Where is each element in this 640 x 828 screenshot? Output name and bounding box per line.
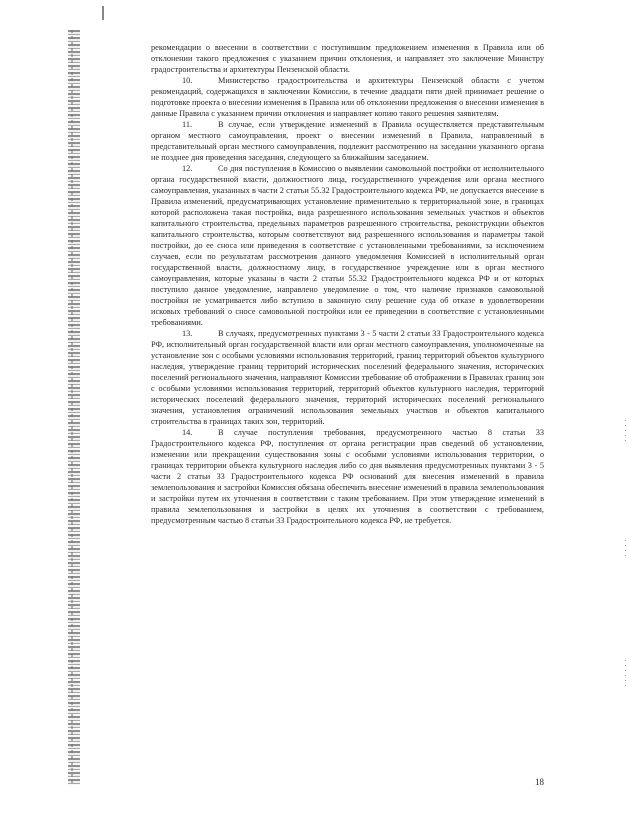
clause-number: 13. <box>182 329 193 338</box>
clause-number: 12. <box>182 164 193 173</box>
page-number: 18 <box>535 777 544 787</box>
clause-12 <box>151 163 544 328</box>
scan-speckle <box>625 540 626 558</box>
scan-edge-mark <box>102 6 104 20</box>
scan-speckle <box>625 660 626 690</box>
clause-text: В случаях, предусмотренных пунктами 3 - 5 части 2 статьи 33 Градостроительного кодекса РФ, исполнительный орган государственной власти или орган местного самоуправления, уполномоченные на установление зон с особыми условиями использования территорий, границ территорий объектов культурного наследия, утверждение границ территорий исторических поселений федерального значения, исторических поселений регионального значения, направляют Комиссии требование об отображении в Правилах границ зон с особыми условиями использования территорий, территорий объектов культурного наследия, территорий исторических поселений федерального значения, территорий исторических поселений регионального значения, установления ограничений использования земельных участков и объектов капитального строительства в границах таких зон, территорий. <box>151 329 544 426</box>
clause-number: 11. <box>182 120 193 129</box>
clause-number: 10. <box>182 76 193 85</box>
clause-14 <box>151 427 544 526</box>
continuation-paragraph: рекомендации о внесении в соответствии с поступившим предложением изменения в Правила или об отклонении такого предложения с указанием причин отклонения, и направляет это заключение Министру градостроительства и архитектуры Пензенской области. <box>151 43 544 74</box>
clause-text: Министерство градостроительства и архитектуры Пензенской области с учетом рекомендаций, содержащихся в заключении Комиссии, в течение двадцати пяти дней принимает решение о подготовке проекта о внесении изменения в Правила или об отклонении предложения о внесении изменения в данные Правила с указанием причин отклонения и направляет копию такого решения заявителям. <box>151 76 544 118</box>
clause-text: В случае поступления требования, предусмотренного частью 8 статьи 33 Градостроительного кодекса РФ, поступления от органа регистрации прав сведений об установлении, изменении или прекращении существования зоны с особыми условиями использования территории, о границах территории объекта культурного наследия либо со дня выявления предусмотренных пунктами 3 - 5 части 2 статьи 33 Градостроительного кодекса РФ оснований для внесения изменений в правила землепользования и застройки Комиссия обязана обеспечить внесение изменений в правила землепользования и застройки путем их уточнения в соответствии с таким требованием. При этом утверждение изменений в правила землепользования и застройки в целях их уточнения в соответствии с требованием, предусмотренным частью 8 статьи 33 Градостроительного кодекса РФ, не требуется. <box>151 428 544 525</box>
clause-number: 14. <box>182 428 193 437</box>
clause-text: Со дня поступления в Комиссию о выявлении самовольной постройки от исполнительного органа государственной власти, должностного лица, государственного учреждения или органа местного самоуправления, указанных в части 2 статьи 55.32 Градостроительного кодекса РФ, не допускается внесение в Правила изменений, предусматривающих установление применительно к территориальной зоне, в границах которой расположена такая постройка, вида разрешенного использования земельных участков и объектов капитального строительства, предельных параметров разрешенного строительства, реконструкции объектов капитального строительства, которым соответствуют вид разрешенного использования и параметры такой постройки, до ее сноса или приведения в соответствие с установленными требованиями, за исключением случаев, если по результатам рассмотрения данного уведомления Комиссией в исполнительный орган государственной власти, должностному лицу, в государственное учреждение или в орган местного самоуправления, которые указаны в части 2 статьи 55.32 Градостроительного кодекса РФ и от которых поступило данное уведомление, направлено уведомление о том, что наличие признаков самовольной постройки не усматривается либо вступило в законную силу решение суда об отказе в удовлетворении исковых требований о сносе самовольной постройки или ее приведении в соответствие с установленными требованиями. <box>151 164 544 327</box>
document-body <box>151 42 544 526</box>
scan-speckle <box>625 420 626 444</box>
clause-10 <box>151 75 544 119</box>
clause-text: В случае, если утверждение изменений в Правила осуществляется представительным органом местного самоуправления, проект о внесении изменений в Правила, направленный в представительный орган местного самоуправления, подлежит рассмотрению на заседании указанного органа не позднее дня проведения заседания, следующего за ближайшим заседанием. <box>151 120 544 162</box>
clause-11 <box>151 119 544 163</box>
clause-13 <box>151 328 544 427</box>
binding-strip <box>68 30 80 785</box>
